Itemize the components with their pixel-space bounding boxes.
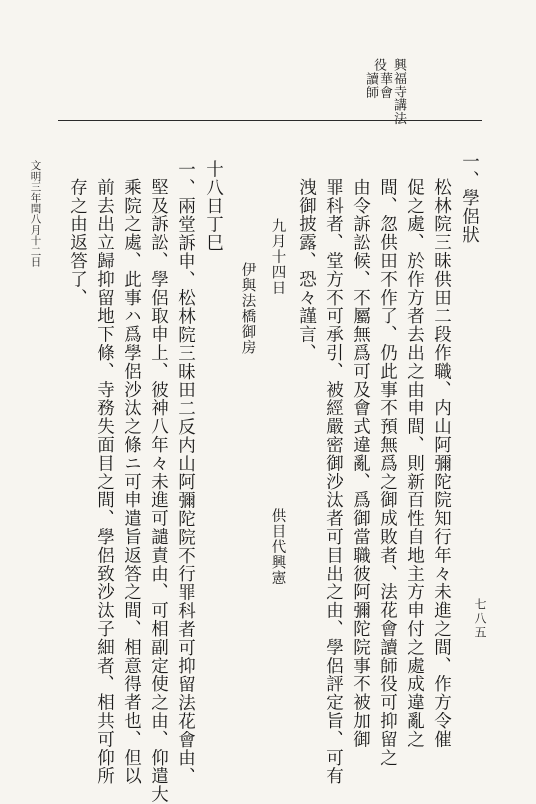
doc1-line-1: 松林院三昧供田二段作職、内山阿彌陀院知行年々未進之間、作方令催 (431, 178, 452, 749)
doc1-line-2: 促之處、於作方者去出之由申間、則新百性自地主方申付之處成違亂之 (404, 178, 425, 749)
header-line-2: 講法 (391, 98, 406, 125)
doc1-signer: 供目代興憲 (269, 508, 286, 586)
doc1-line-5: 罪科者、堂方不可承引、被經嚴密御沙汰者可目出之由、學侶評定旨、可有 (323, 178, 344, 786)
doc2-line-3: 乘院之處、此事ハ爲學侶沙汰之條ニ可申遣旨返答之間、相意得者也、但以 (121, 178, 142, 786)
header-line-3: 華會 (377, 72, 392, 99)
doc1-line-4: 由令訴訟候、不屬無爲可及會式違亂、爲御當職彼阿彌陀院事不被加御 (350, 178, 371, 749)
header-rule (58, 120, 482, 121)
doc2-line-2: 堅及訴訟、學侶取申上、彼神八年々未進可譴責由、可相副定使之由、仰遣大 (148, 178, 169, 804)
doc1-title: 一、學侶狀 (459, 152, 480, 244)
header-line-1: 興福寺 (391, 58, 406, 99)
doc2-line-4: 前去出立歸抑留地下條、寺務失面目之間、學侶致沙汰子細者、相共可仰所 (94, 178, 115, 786)
header-line-4: 讀師 (363, 72, 378, 99)
doc2-line-1: 一、兩堂訴申、松林院三昧田二反内山阿彌陀院不行罪科者可抑留法花會由、 (175, 160, 196, 786)
side-date: 文明三年閏八月十二日 (29, 160, 42, 267)
header-line-5: 役 (371, 58, 386, 72)
doc2-line-5: 存之由返答了、 (67, 178, 88, 307)
doc1-line-6: 洩御披露、恐々謹言、 (296, 178, 317, 362)
doc2-date-heading: 十八日丁巳 (203, 160, 224, 252)
doc1-date: 九月十四日 (269, 218, 286, 296)
doc1-line-3: 間、忽供田不作了、仍此事不預無爲之御成敗者、法花會讀師役可抑留之 (377, 178, 398, 767)
doc1-addressee: 伊與法橋御房 (239, 262, 256, 355)
page-number: 七八五 (473, 598, 487, 640)
